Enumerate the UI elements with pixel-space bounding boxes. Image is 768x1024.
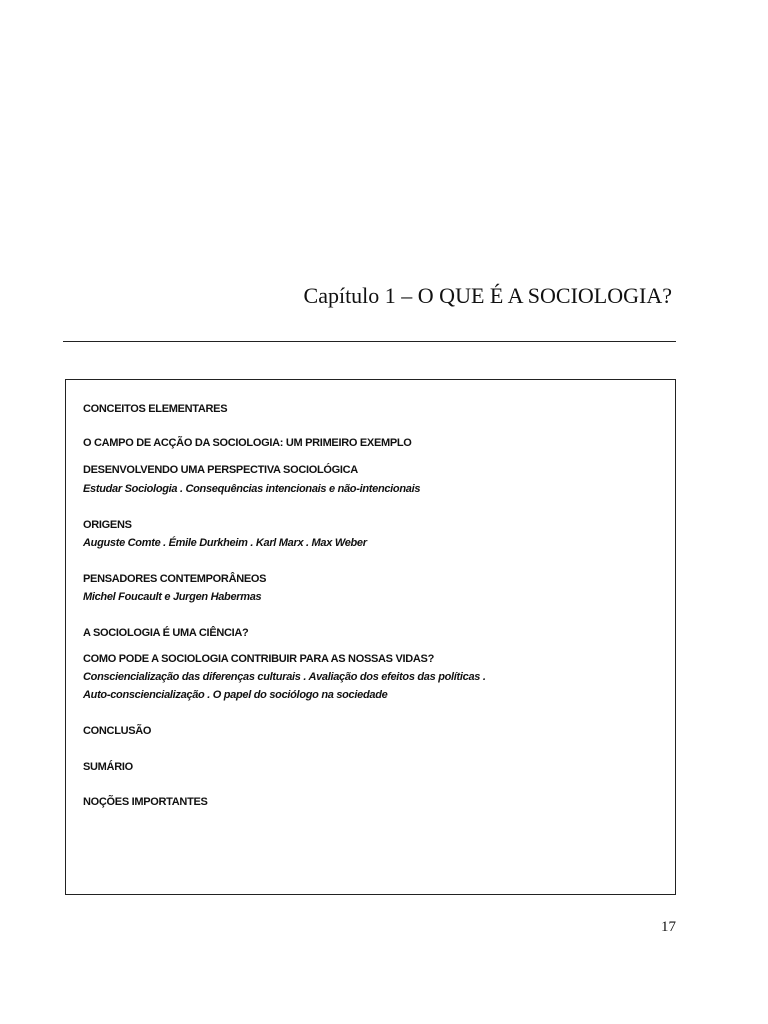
chapter-title: Capítulo 1 – O QUE É A SOCIOLOGIA? [303, 283, 672, 308]
toc-heading-pensadores: PENSADORES CONTEMPORÂNEOS [83, 573, 267, 585]
toc-sub-contribuir-1: Consciencialização das diferenças culturais . Avaliação dos efeitos das políticas . [83, 671, 486, 683]
toc-sub-contribuir-2: Auto-consciencialização . O papel do sociólogo na sociedade [83, 689, 388, 701]
toc-sub-desenvolvendo: Estudar Sociologia . Consequências intencionais e não-intencionais [83, 483, 421, 495]
toc-heading-contribuir: COMO PODE A SOCIOLOGIA CONTRIBUIR PARA AS NOSSAS VIDAS? [83, 653, 435, 665]
toc-heading-campo: O CAMPO DE ACÇÃO DA SOCIOLOGIA: UM PRIMEIRO EXEMPLO [83, 437, 412, 449]
toc-sub-origens: Auguste Comte . Émile Durkheim . Karl Marx . Max Weber [83, 537, 367, 549]
toc-heading-sumario: SUMÁRIO [83, 761, 133, 773]
toc-heading-conceitos: CONCEITOS ELEMENTARES [83, 403, 228, 415]
toc-heading-desenvolvendo: DESENVOLVENDO UMA PERSPECTIVA SOCIOLÓGICA [83, 464, 358, 476]
toc-heading-ciencia: A SOCIOLOGIA É UMA CIÊNCIA? [83, 627, 249, 639]
chapter-contents-box [65, 379, 676, 895]
toc-heading-conclusao: CONCLUSÃO [83, 725, 152, 737]
toc-sub-pensadores: Michel Foucault e Jurgen Habermas [83, 591, 262, 603]
toc-heading-origens: ORIGENS [83, 519, 132, 531]
title-divider [63, 341, 676, 342]
toc-heading-nocoes: NOÇÕES IMPORTANTES [83, 796, 208, 808]
page-number: 17 [661, 919, 676, 935]
